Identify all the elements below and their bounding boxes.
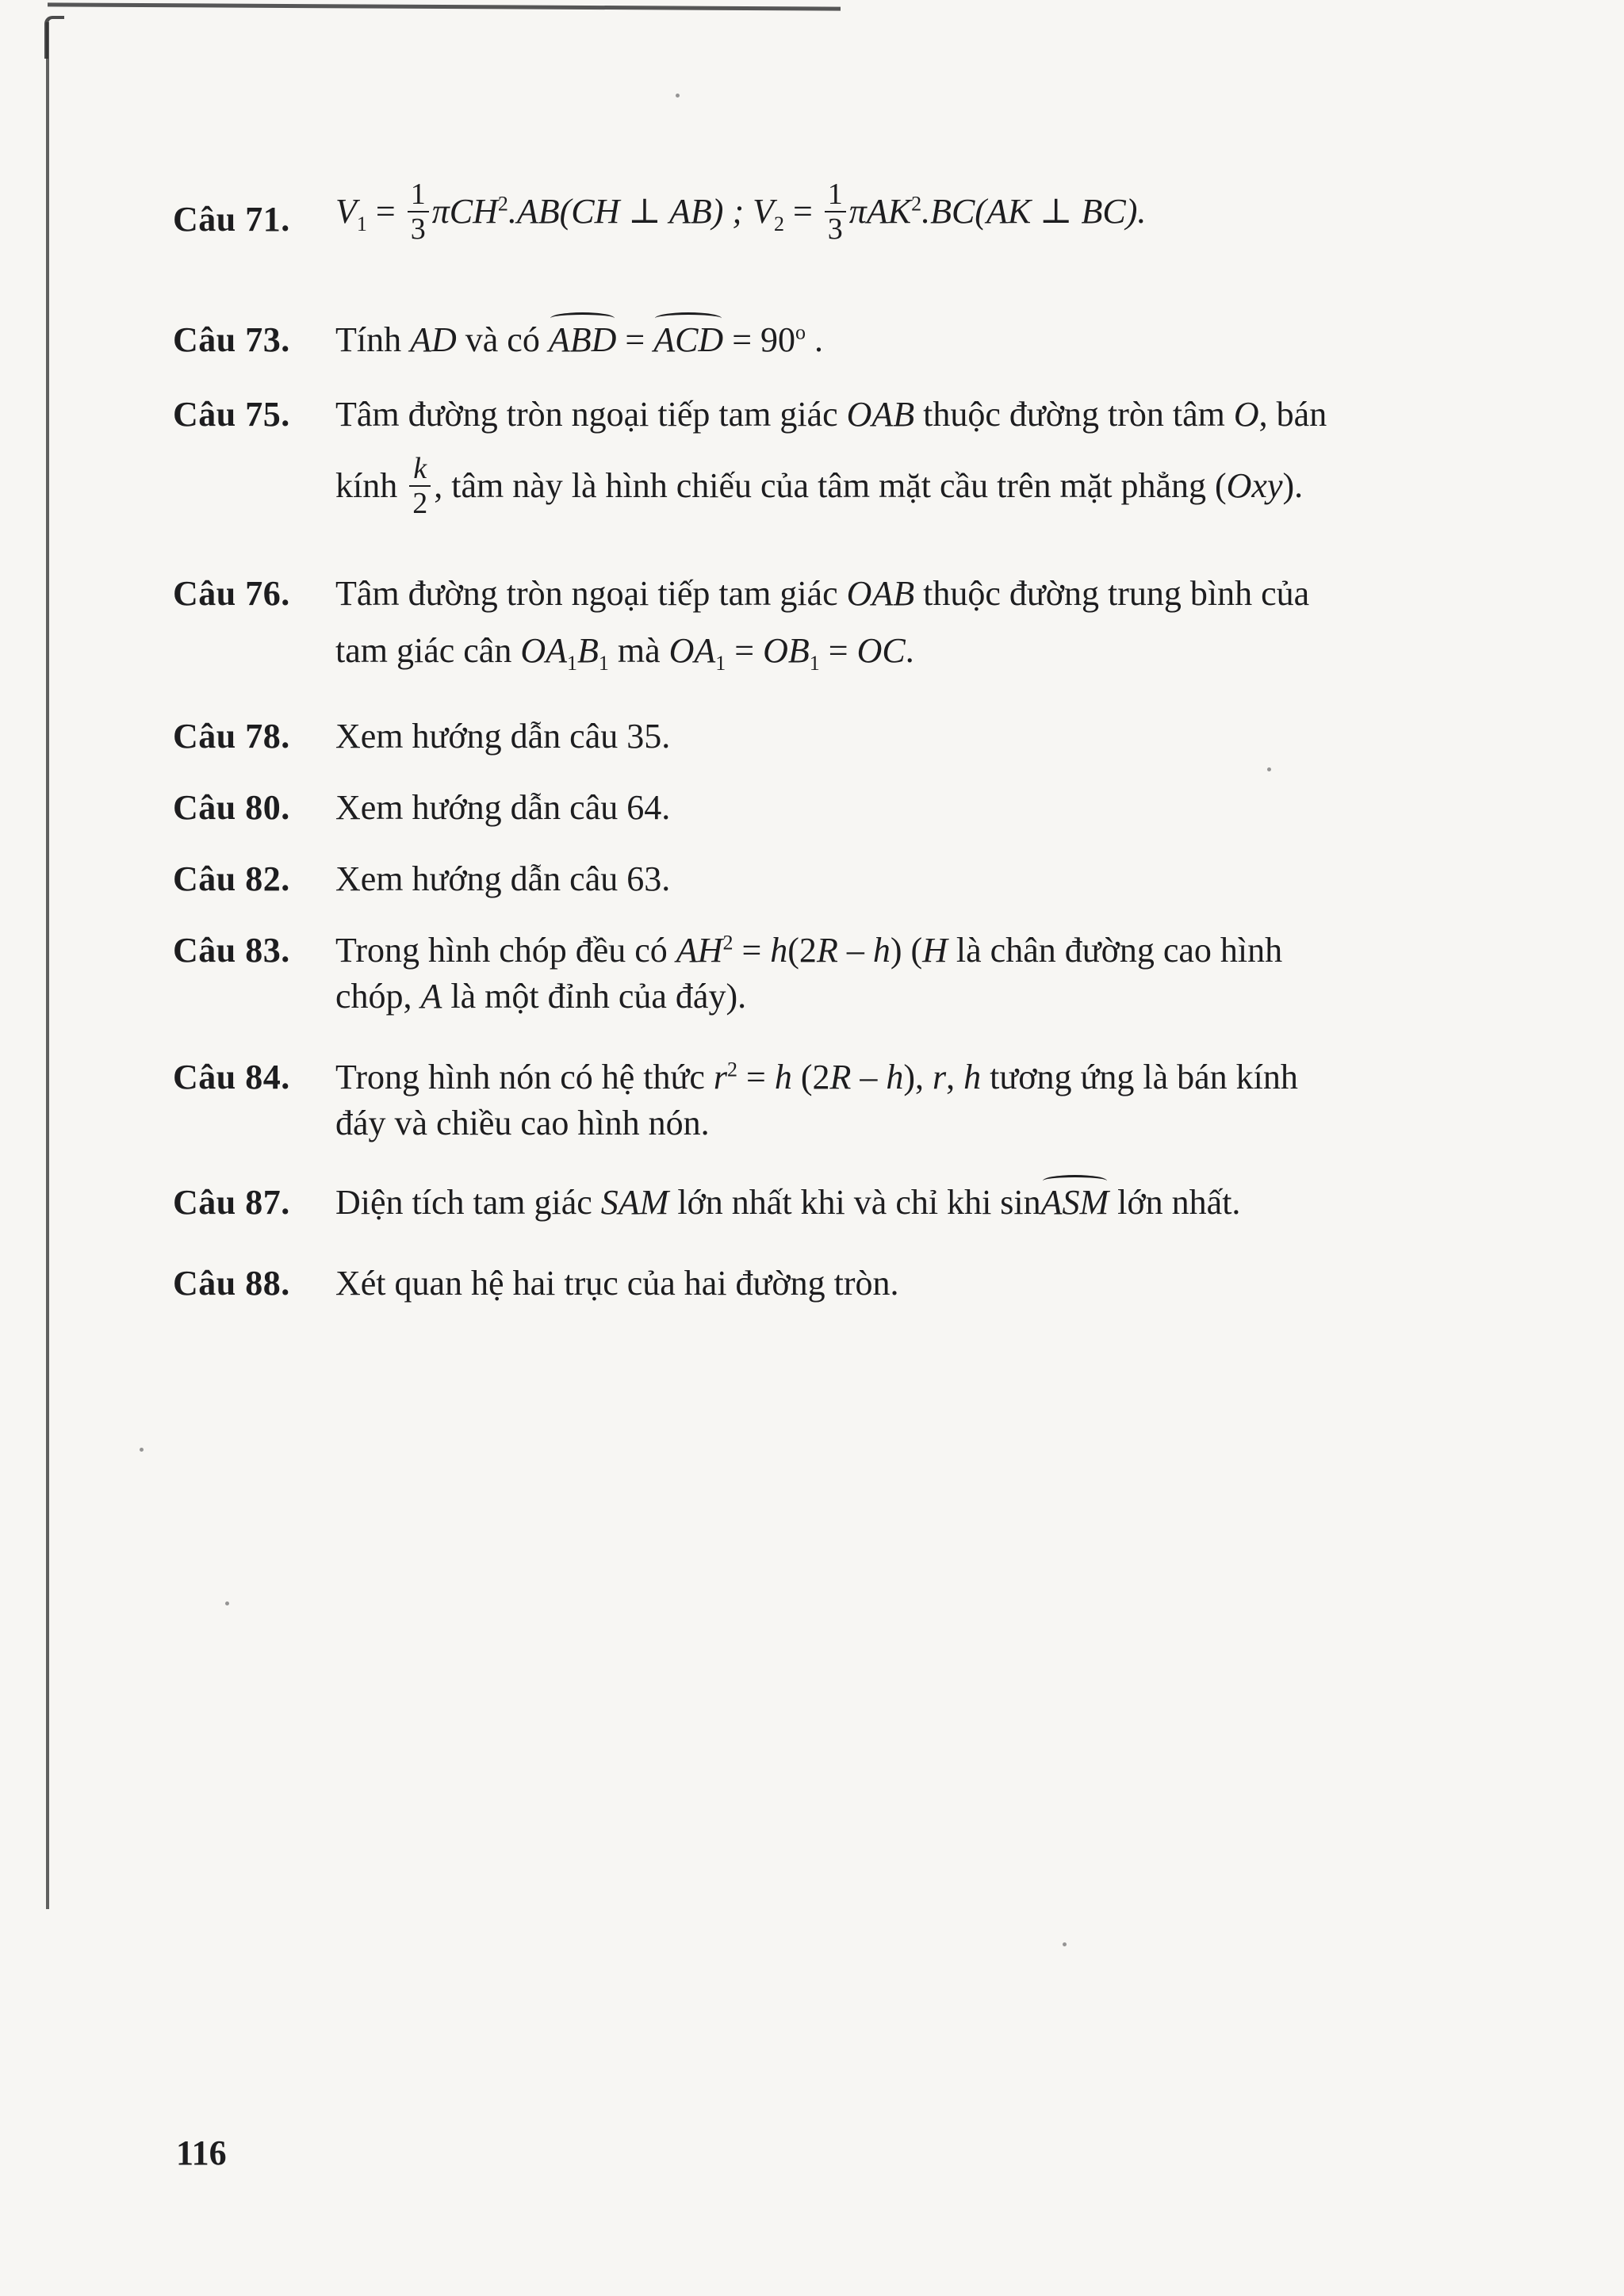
formula-text: .AB(CH ⊥ AB) ; V [508,192,774,232]
formula-superscript: 2 [497,192,508,216]
fraction-denominator: 3 [827,212,843,246]
item-body [335,1261,1529,1307]
item-text-line [335,452,1529,523]
math-run: r [713,1058,727,1096]
scan-border-top [48,2,841,10]
item-text-line [335,392,1529,438]
item-label: Câu 82. [173,859,290,898]
math-run: Oxy [1226,466,1283,506]
fraction-numerator: 1 [825,178,846,212]
text-run: và có [456,320,549,359]
scan-speck [676,94,680,98]
text-run: , [946,1058,964,1096]
item-label: Câu 83. [173,931,290,970]
text-run: Trong hình chóp đều có [335,931,676,970]
formula-subscript: 1 [715,651,726,675]
formula-superscript: 2 [727,1058,737,1081]
formula-superscript: 2 [722,931,733,955]
text-run: tam giác cân [335,631,521,670]
text-run: ), [903,1058,933,1096]
math-run: R [829,1058,852,1096]
item-label: Câu 76. [173,574,290,613]
text-run: Tính [335,320,411,359]
math-run: SAM [600,1183,669,1222]
scan-border-left [46,22,49,1909]
math-run: A [420,977,442,1016]
math-run: r [933,1058,947,1096]
text-run: kính [335,466,407,506]
item-label: Câu 84. [173,1058,290,1096]
math-run: H [922,931,948,970]
page-number: 116 [176,2133,227,2172]
text-run: . [905,631,914,670]
item-text: Xét quan hệ hai trục của hai đường tròn. [335,1264,899,1303]
item-body [335,1054,1529,1146]
fraction-numerator: 1 [408,178,429,212]
text-run: lớn nhất khi và chỉ khi sin [668,1183,1041,1222]
text-run: = [733,931,771,970]
item-body [335,392,1529,523]
formula-subscript: 2 [773,212,784,235]
text-run: , tâm này là hình chiếu của tâm mặt cầu trên mặt phẳng ( [434,466,1227,506]
text-run: ) ( [890,931,923,970]
formula-text: πAK [848,192,912,232]
formula-superscript: 2 [911,192,922,216]
item-body [335,714,1529,760]
item-body [335,571,1529,674]
item-label: Câu 88. [173,1264,290,1303]
formula-subscript: 1 [566,651,577,675]
formula-subscript: 1 [598,651,609,675]
text-run: ). [1282,466,1304,506]
math-run: OAB [846,395,915,434]
text-run: tương ứng là bán kính [981,1058,1298,1096]
text-run: Diện tích tam giác [335,1183,601,1222]
text-run: là một đỉnh của đáy). [442,977,747,1016]
math-run: AD [410,320,457,359]
item-cau-80 [173,785,1529,831]
text-run: – [851,1058,887,1096]
text-run: (2 [791,1058,830,1096]
item-text-line: đáy và chiều cao hình nón. [335,1104,710,1142]
item-label: Câu 71. [173,200,290,239]
item-cau-75 [173,392,1529,523]
scan-speck [1063,1942,1067,1946]
math-run: OA [668,631,716,670]
fraction-denominator: 3 [410,212,426,246]
scan-border-corner [44,16,64,59]
fraction-numerator: k [409,452,431,487]
item-body [335,928,1529,1020]
item-cau-73 [173,317,1529,363]
math-run: O [1233,395,1259,434]
text-run: (2 [787,931,817,970]
fraction-denominator: 2 [412,487,428,520]
math-run: AH [676,931,723,970]
math-run: h [770,931,788,970]
angle-arc: ASM [1041,1180,1109,1226]
math-run: OAB [846,574,915,613]
item-label: Câu 75. [173,395,290,434]
item-cau-88 [173,1261,1529,1307]
item-label: Câu 87. [173,1183,290,1222]
math-run: h [963,1058,982,1096]
item-body [335,317,1529,363]
text-run: = 90 [723,320,796,359]
text-run: Tâm đường tròn ngoại tiếp tam giác [335,574,847,613]
text-run: Tâm đường tròn ngoại tiếp tam giác [335,395,847,434]
fraction [825,178,846,246]
item-cau-87 [173,1180,1529,1226]
fraction [408,178,429,246]
item-cau-84 [173,1054,1529,1146]
item-text: Xem hướng dẫn câu 63. [335,859,671,898]
math-run: B [576,631,599,670]
math-run: OB [763,631,810,670]
text-run: – [837,931,873,970]
item-cau-76 [173,571,1529,674]
scan-speck [1267,767,1271,771]
text-run: chóp, [335,977,421,1016]
item-text: Xem hướng dẫn câu 35. [335,717,671,756]
formula-text: V [335,192,357,232]
text-run: = [819,631,857,670]
math-run: R [816,931,838,970]
scan-speck [140,1448,144,1452]
item-text-line [335,1054,1529,1100]
text-run: = [726,631,764,670]
formula-line [335,178,1529,249]
text-run: lớn nhất. [1109,1183,1241,1222]
item-cau-83 [173,928,1529,1020]
item-body [335,856,1529,902]
formula-text: = [366,192,404,232]
item-text: Xem hướng dẫn câu 64. [335,788,671,827]
math-run: OA [520,631,567,670]
degree-symbol: o [795,320,806,344]
text-run: là chân đường cao hình [947,931,1283,970]
item-text-line [335,928,1529,974]
fraction [409,452,431,520]
formula-subscript: 1 [809,651,820,675]
text-run: , bán [1258,395,1327,434]
item-text-line [335,974,1529,1020]
text-run: thuộc đường trung bình của [914,574,1310,613]
item-text-line [335,1180,1529,1226]
item-body [335,785,1529,831]
item-cau-71 [173,178,1529,249]
item-text-line [335,571,1529,617]
item-cau-82 [173,856,1529,902]
item-label: Câu 78. [173,717,290,756]
item-text-line [335,628,1529,674]
item-body [335,178,1529,249]
item-text-line [335,317,1529,363]
angle-arc: ABD [549,317,617,363]
angle-arc: ACD [653,317,723,363]
text-run: Trong hình nón có hệ thức [335,1058,714,1096]
formula-text: πCH [431,192,498,232]
text-run: mà [608,631,669,670]
item-label: Câu 73. [173,320,290,359]
text-run: = [737,1058,775,1096]
math-run: h [774,1058,792,1096]
formula-subscript: 1 [356,212,367,235]
item-body [335,1180,1529,1226]
formula-text: .BC(AK ⊥ BC). [921,192,1147,232]
text-run: . [806,320,824,359]
item-label: Câu 80. [173,788,290,827]
item-cau-78 [173,714,1529,760]
math-run: h [872,931,891,970]
text-run: thuộc đường tròn tâm [914,395,1234,434]
math-run: h [886,1058,904,1096]
formula-text: = [783,192,822,232]
math-run: OC [856,631,906,670]
text-run: = [616,320,654,359]
scan-speck [225,1601,229,1605]
